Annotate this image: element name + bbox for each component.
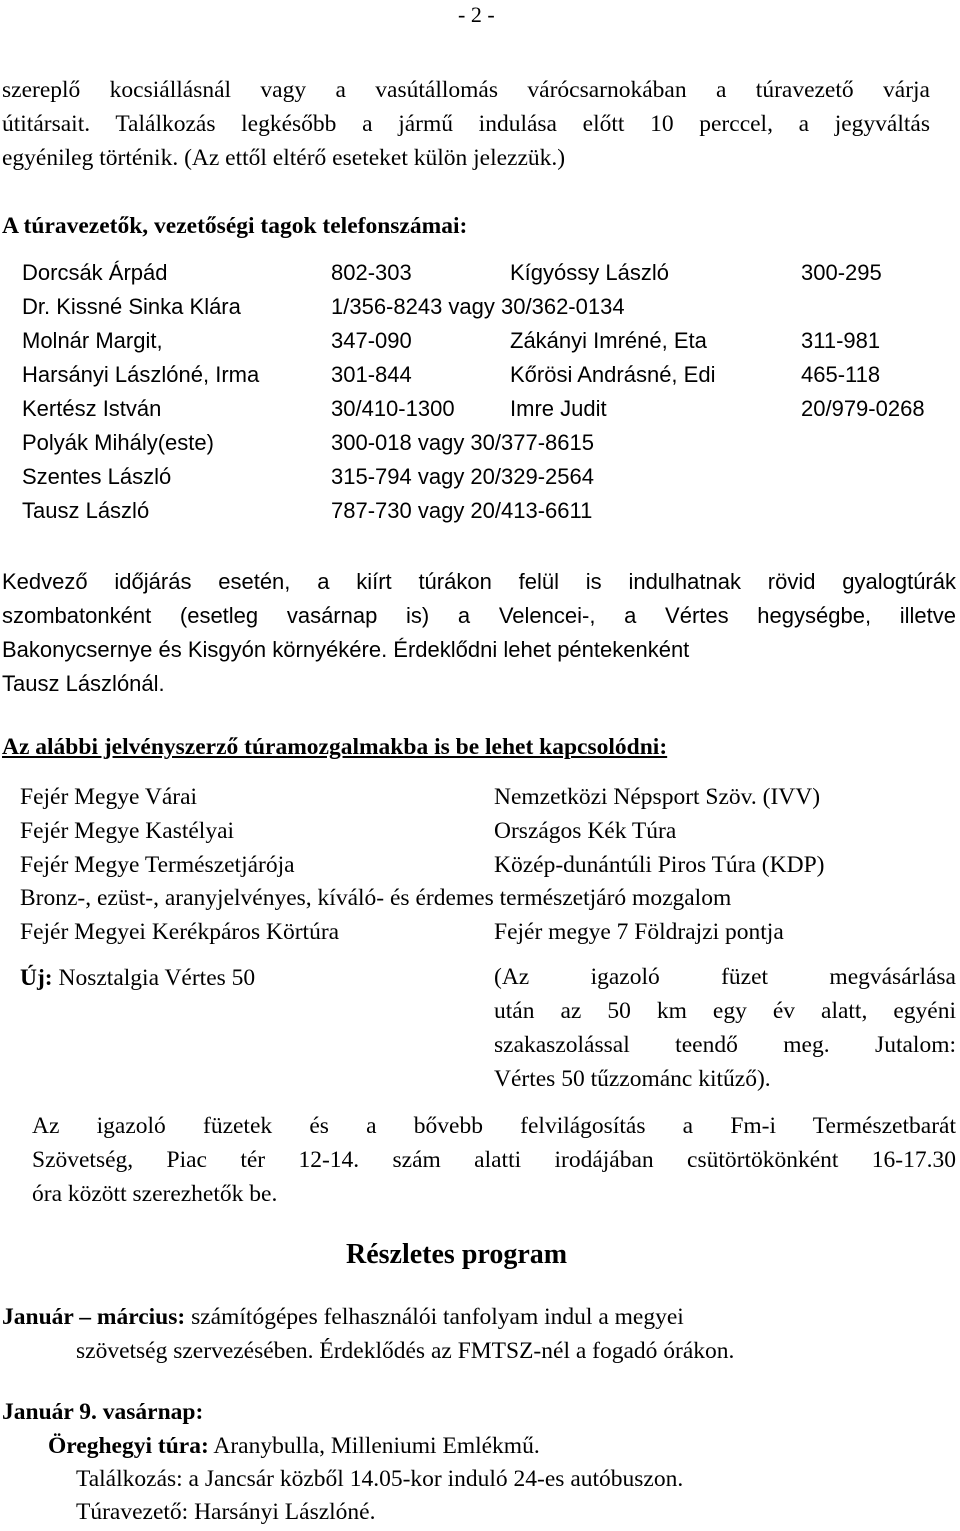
weather-line: szombatonként (esetleg vasárnap is) a Velencei-, a Vértes hegységbe, illetve bbox=[2, 603, 956, 628]
phone-number: 20/979-0268 bbox=[801, 396, 925, 421]
badge-item: Fejér megye 7 Földrajzi pontja bbox=[494, 919, 784, 945]
new-item-label: Új: bbox=[20, 965, 53, 991]
jan9-leader: Túravezető: Harsányi Lászlóné. bbox=[76, 1499, 376, 1525]
phone-number: 300-018 vagy 30/377-8615 bbox=[331, 430, 594, 455]
phone-name: Polyák Mihály(este) bbox=[22, 430, 214, 455]
badge-item: Fejér Megye Várai bbox=[20, 784, 198, 810]
new-item-desc-line: (Az igazoló füzet megvásárlása bbox=[494, 964, 956, 990]
new-item-desc-line: szakaszolással teendő meg. Jutalom: bbox=[494, 1032, 956, 1058]
phone-number: 30/410-1300 bbox=[331, 396, 455, 421]
phone-name: Dorcsák Árpád bbox=[22, 260, 168, 285]
program-title: Részletes program bbox=[346, 1239, 568, 1270]
phone-name: Harsányi Lászlóné, Irma bbox=[22, 362, 260, 387]
phone-number: 301-844 bbox=[331, 362, 412, 387]
new-item-title bbox=[20, 967, 255, 991]
booklet-line: Az igazoló füzetek és a bővebb felvilágosítás a Fm-i Természetbarát bbox=[32, 1113, 956, 1139]
phone-number: 347-090 bbox=[331, 328, 412, 353]
badge-item: Fejér Megyei Kerékpáros Körtúra bbox=[20, 919, 340, 945]
page-number: - 2 - bbox=[458, 2, 495, 27]
phone-name: Tausz László bbox=[22, 498, 150, 523]
phone-number: 1/356-8243 vagy 30/362-0134 bbox=[331, 294, 625, 319]
phone-name: Szentes László bbox=[22, 464, 172, 489]
booklet-line: óra között szerezhetők be. bbox=[32, 1181, 278, 1207]
badge-item-full: Bronz-, ezüst-, aranyjelvényes, kíváló- és érdemes természetjáró mozgalom bbox=[20, 885, 732, 911]
new-item-desc-line: után az 50 km egy év alatt, egyéni bbox=[494, 998, 956, 1024]
jan9-tour bbox=[48, 1435, 540, 1459]
phone-name: Dr. Kissné Sinka Klára bbox=[22, 294, 241, 319]
phone-name: Kertész István bbox=[22, 396, 162, 421]
jan9-meeting: Találkozás: a Jancsár közből 14.05-kor induló 24-es autóbuszon. bbox=[76, 1466, 684, 1492]
phone-name: Molnár Margit, bbox=[22, 328, 163, 353]
weather-line: Bakonycsernye és Kisgyón környékére. Érdeklődni lehet péntekenként bbox=[2, 637, 690, 662]
phone-name: Kőrösi Andrásné, Edi bbox=[510, 362, 716, 387]
phone-number: 802-303 bbox=[331, 260, 412, 285]
weather-paragraph bbox=[2, 565, 956, 701]
badges-heading: Az alábbi jelvényszerző túramozgalmakba is be lehet kapcsolódni: bbox=[2, 734, 668, 760]
jan9-tour-label: Öreghegyi túra: bbox=[48, 1433, 209, 1459]
new-item-description bbox=[494, 960, 956, 1096]
phone-number: 315-794 vagy 20/329-2564 bbox=[331, 464, 594, 489]
phone-number: 787-730 vagy 20/413-6611 bbox=[331, 498, 593, 523]
phone-number: 465-118 bbox=[801, 362, 881, 387]
badge-item: Országos Kék Túra bbox=[494, 818, 677, 844]
phone-name: Imre Judit bbox=[510, 396, 607, 421]
weather-line: Kedvező időjárás esetén, a kiírt túrákon felül is indulhatnak rövid gyalogtúrák bbox=[2, 569, 956, 594]
new-item-name: Nosztalgia Vértes 50 bbox=[58, 965, 256, 991]
badge-item: Fejér Megye Természetjárója bbox=[20, 852, 295, 878]
jan-mar-line2: szövetség szervezésében. Érdeklődés az FMTSZ-nél a fogadó órákon. bbox=[76, 1338, 735, 1364]
jan-mar-text: számítógépes felhasználói tanfolyam indul a megyei bbox=[191, 1304, 684, 1330]
jan9-date: Január 9. vasárnap: bbox=[2, 1399, 204, 1425]
phone-name: Zákányi Imréné, Eta bbox=[510, 328, 707, 353]
jan9-tour-desc: Aranybulla, Milleniumi Emlékmű. bbox=[213, 1433, 540, 1459]
jan-mar-line bbox=[2, 1306, 684, 1330]
weather-line: Tausz Lászlónál. bbox=[2, 671, 165, 696]
intro-line: egyénileg történik. (Az ettől eltérő eseteket külön jelezzük.) bbox=[2, 145, 566, 171]
badge-item: Közép-dunántúli Piros Túra (KDP) bbox=[494, 852, 825, 878]
phones-heading: A túravezetők, vezetőségi tagok telefonszámai: bbox=[2, 213, 468, 239]
badge-item: Fejér Megye Kastélyai bbox=[20, 818, 235, 844]
jan-mar-label: Január – március: bbox=[2, 1304, 186, 1330]
phone-name: Kígyóssy László bbox=[510, 260, 669, 285]
badge-item: Nemzetközi Népsport Szöv. (IVV) bbox=[494, 784, 821, 810]
intro-paragraph bbox=[2, 73, 930, 175]
phone-number: 300-295 bbox=[801, 260, 882, 285]
phone-number: 311-981 bbox=[801, 328, 881, 353]
booklet-paragraph bbox=[32, 1109, 956, 1211]
intro-line: útitársait. Találkozás legkésőbb a jármű indulása előtt 10 perccel, a jegyváltás bbox=[2, 111, 930, 137]
new-item-desc-line: Vértes 50 tűzzománc kitűző). bbox=[494, 1066, 771, 1092]
intro-line: szereplő kocsiállásnál vagy a vasútállomás várócsarnokában a túravezető várja bbox=[2, 77, 930, 103]
booklet-line: Szövetség, Piac tér 12-14. szám alatti irodájában csütörtökönként 16-17.30 bbox=[32, 1147, 956, 1173]
